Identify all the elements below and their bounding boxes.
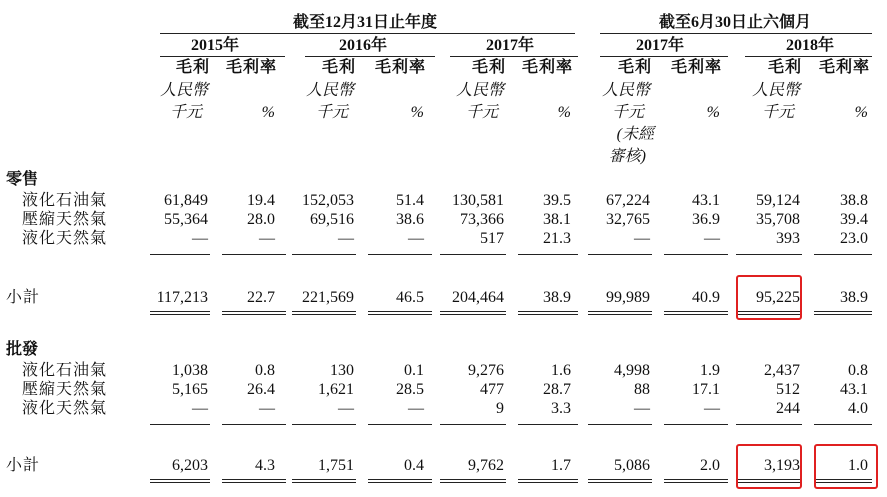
year-rule: [450, 56, 578, 57]
total-double-rule: [368, 479, 432, 483]
subtotal-cell: 117,213: [156, 289, 208, 306]
table-cell: —: [704, 400, 720, 417]
subtotal-cell: 46.5: [396, 289, 424, 306]
subtotal-cell: 1.0: [848, 457, 868, 474]
table-cell: —: [338, 230, 354, 247]
table-cell: 152,053: [302, 192, 354, 209]
table-cell: 36.9: [692, 211, 720, 228]
column-gross-margin: 毛利率: [818, 59, 870, 76]
unit-rmb: 人民幣: [159, 82, 208, 99]
year-heading: 2016年: [338, 37, 388, 54]
unit-percent: %: [261, 104, 275, 121]
table-cell: 61,849: [164, 192, 208, 209]
unaudited-note: 審核): [608, 148, 646, 165]
table-cell: 38.1: [543, 211, 571, 228]
subtotal-cell: 6,203: [172, 457, 208, 474]
table-cell: —: [408, 400, 424, 417]
unit-thousand: 千元: [611, 104, 644, 121]
table-cell: 39.5: [543, 192, 571, 209]
sum-rule: [736, 254, 802, 255]
row-label: 液化天然氣: [22, 230, 108, 247]
subtotal-cell: 22.7: [247, 289, 275, 306]
sum-rule: [368, 254, 432, 255]
sum-rule: [440, 424, 506, 425]
table-cell: 28.7: [543, 381, 571, 398]
row-label: 壓縮天然氣: [22, 211, 108, 228]
table-cell: —: [338, 400, 354, 417]
table-cell: 88: [634, 381, 650, 398]
column-gross-profit: 毛利: [471, 59, 506, 76]
table-cell: 19.4: [247, 192, 275, 209]
table-cell: 73,366: [460, 211, 504, 228]
period-rule-annual: [160, 33, 575, 34]
table-cell: 67,224: [606, 192, 650, 209]
table-cell: —: [408, 230, 424, 247]
unit-rmb: 人民幣: [751, 82, 800, 99]
table-cell: 2,437: [764, 362, 800, 379]
table-cell: 1,038: [172, 362, 208, 379]
column-gross-profit: 毛利: [617, 59, 652, 76]
total-double-rule: [440, 311, 506, 315]
table-cell: —: [259, 230, 275, 247]
highlight-box: [814, 444, 878, 489]
column-gross-profit: 毛利: [321, 59, 356, 76]
year-rule: [745, 56, 872, 57]
table-cell: 0.8: [848, 362, 868, 379]
column-gross-margin: 毛利率: [670, 59, 722, 76]
table-cell: 517: [480, 230, 504, 247]
table-cell: 17.1: [692, 381, 720, 398]
table-cell: 28.5: [396, 381, 424, 398]
table-cell: 35,708: [756, 211, 800, 228]
unit-percent: %: [854, 104, 868, 121]
subtotal-cell: 9,762: [468, 457, 504, 474]
subtotal-label: 小計: [6, 457, 41, 474]
table-cell: 28.0: [247, 211, 275, 228]
year-heading: 2017年: [635, 37, 685, 54]
total-double-rule: [222, 311, 286, 315]
table-cell: 4.0: [848, 400, 868, 417]
period-heading-annual: 截至12月31日止年度: [292, 14, 438, 31]
row-label: 壓縮天然氣: [22, 381, 108, 398]
table-cell: 244: [776, 400, 800, 417]
year-heading: 2017年: [485, 37, 535, 54]
total-double-rule: [664, 311, 728, 315]
column-gross-margin: 毛利率: [225, 59, 277, 76]
unit-rmb: 人民幣: [455, 82, 504, 99]
subtotal-cell: 5,086: [614, 457, 650, 474]
sum-rule: [814, 254, 872, 255]
subtotal-cell: 95,225: [756, 289, 800, 306]
unit-percent: %: [706, 104, 720, 121]
unit-thousand: 千元: [169, 104, 202, 121]
sum-rule: [368, 424, 432, 425]
table-cell: 43.1: [692, 192, 720, 209]
table-cell: —: [634, 400, 650, 417]
subtotal-cell: 40.9: [692, 289, 720, 306]
table-cell: —: [704, 230, 720, 247]
table-cell: 477: [480, 381, 504, 398]
table-cell: 51.4: [396, 192, 424, 209]
subtotal-cell: 1.7: [551, 457, 571, 474]
unaudited-note: (未經: [616, 126, 654, 143]
sum-rule: [736, 424, 802, 425]
total-double-rule: [518, 311, 578, 315]
subtotal-cell: 4.3: [255, 457, 275, 474]
table-cell: 26.4: [247, 381, 275, 398]
section-title: 零售: [6, 171, 39, 188]
sum-rule: [222, 424, 286, 425]
unit-thousand: 千元: [761, 104, 794, 121]
unit-rmb: 人民幣: [601, 82, 650, 99]
sum-rule: [664, 424, 728, 425]
table-cell: 9: [496, 400, 504, 417]
sum-rule: [664, 254, 728, 255]
highlight-box: [736, 275, 802, 320]
table-cell: 59,124: [756, 192, 800, 209]
sum-rule: [518, 254, 578, 255]
total-double-rule: [292, 311, 356, 315]
table-cell: —: [192, 400, 208, 417]
subtotal-cell: 0.4: [404, 457, 424, 474]
year-rule: [305, 56, 435, 57]
total-double-rule: [814, 311, 872, 315]
unit-thousand: 千元: [465, 104, 498, 121]
year-heading: 2015年: [190, 37, 240, 54]
highlight-box: [736, 444, 802, 489]
row-label: 液化天然氣: [22, 400, 108, 417]
subtotal-cell: 38.9: [840, 289, 868, 306]
subtotal-cell: 3,193: [764, 457, 800, 474]
table-cell: 43.1: [840, 381, 868, 398]
column-gross-profit: 毛利: [767, 59, 802, 76]
total-double-rule: [440, 479, 506, 483]
sum-rule: [440, 254, 506, 255]
subtotal-cell: 1,751: [318, 457, 354, 474]
table-cell: 1.6: [551, 362, 571, 379]
total-double-rule: [292, 479, 356, 483]
table-cell: 512: [776, 381, 800, 398]
total-double-rule: [588, 311, 652, 315]
subtotal-cell: 204,464: [452, 289, 504, 306]
table-cell: 55,364: [164, 211, 208, 228]
table-cell: 32,765: [606, 211, 650, 228]
sum-rule: [292, 424, 356, 425]
column-gross-margin: 毛利率: [521, 59, 573, 76]
table-cell: 130,581: [452, 192, 504, 209]
table-cell: 1.9: [700, 362, 720, 379]
total-double-rule: [518, 479, 578, 483]
subtotal-cell: 2.0: [700, 457, 720, 474]
subtotal-cell: 221,569: [302, 289, 354, 306]
table-cell: 23.0: [840, 230, 868, 247]
table-cell: 39.4: [840, 211, 868, 228]
subtotal-cell: 38.9: [543, 289, 571, 306]
row-label: 液化石油氣: [22, 192, 108, 209]
table-cell: 38.8: [840, 192, 868, 209]
total-double-rule: [150, 311, 210, 315]
year-heading: 2018年: [785, 37, 835, 54]
unit-percent: %: [410, 104, 424, 121]
sum-rule: [150, 424, 210, 425]
column-gross-profit: 毛利: [175, 59, 210, 76]
column-gross-margin: 毛利率: [374, 59, 426, 76]
total-double-rule: [664, 479, 728, 483]
table-cell: 4,998: [614, 362, 650, 379]
row-label: 液化石油氣: [22, 362, 108, 379]
sum-rule: [222, 254, 286, 255]
unit-thousand: 千元: [315, 104, 348, 121]
table-cell: 0.1: [404, 362, 424, 379]
unit-rmb: 人民幣: [305, 82, 354, 99]
section-title: 批發: [6, 341, 39, 358]
period-rule-half: [600, 33, 872, 34]
sum-rule: [518, 424, 578, 425]
sum-rule: [588, 424, 652, 425]
sum-rule: [588, 254, 652, 255]
table-cell: 3.3: [551, 400, 571, 417]
year-rule: [160, 56, 285, 57]
table-cell: —: [259, 400, 275, 417]
sum-rule: [292, 254, 356, 255]
table-cell: 9,276: [468, 362, 504, 379]
table-cell: 5,165: [172, 381, 208, 398]
table-cell: 0.8: [255, 362, 275, 379]
table-cell: 21.3: [543, 230, 571, 247]
table-cell: 69,516: [310, 211, 354, 228]
table-cell: 38.6: [396, 211, 424, 228]
subtotal-cell: 99,989: [606, 289, 650, 306]
table-cell: —: [634, 230, 650, 247]
table-cell: 393: [776, 230, 800, 247]
year-rule: [600, 56, 728, 57]
subtotal-label: 小計: [6, 289, 41, 306]
total-double-rule: [222, 479, 286, 483]
sum-rule: [150, 254, 210, 255]
total-double-rule: [368, 311, 432, 315]
table-cell: 130: [330, 362, 354, 379]
table-cell: 1,621: [318, 381, 354, 398]
table-cell: —: [192, 230, 208, 247]
total-double-rule: [150, 479, 210, 483]
unit-percent: %: [557, 104, 571, 121]
sum-rule: [814, 424, 872, 425]
period-heading-half: 截至6月30日止六個月: [658, 14, 812, 31]
total-double-rule: [588, 479, 652, 483]
